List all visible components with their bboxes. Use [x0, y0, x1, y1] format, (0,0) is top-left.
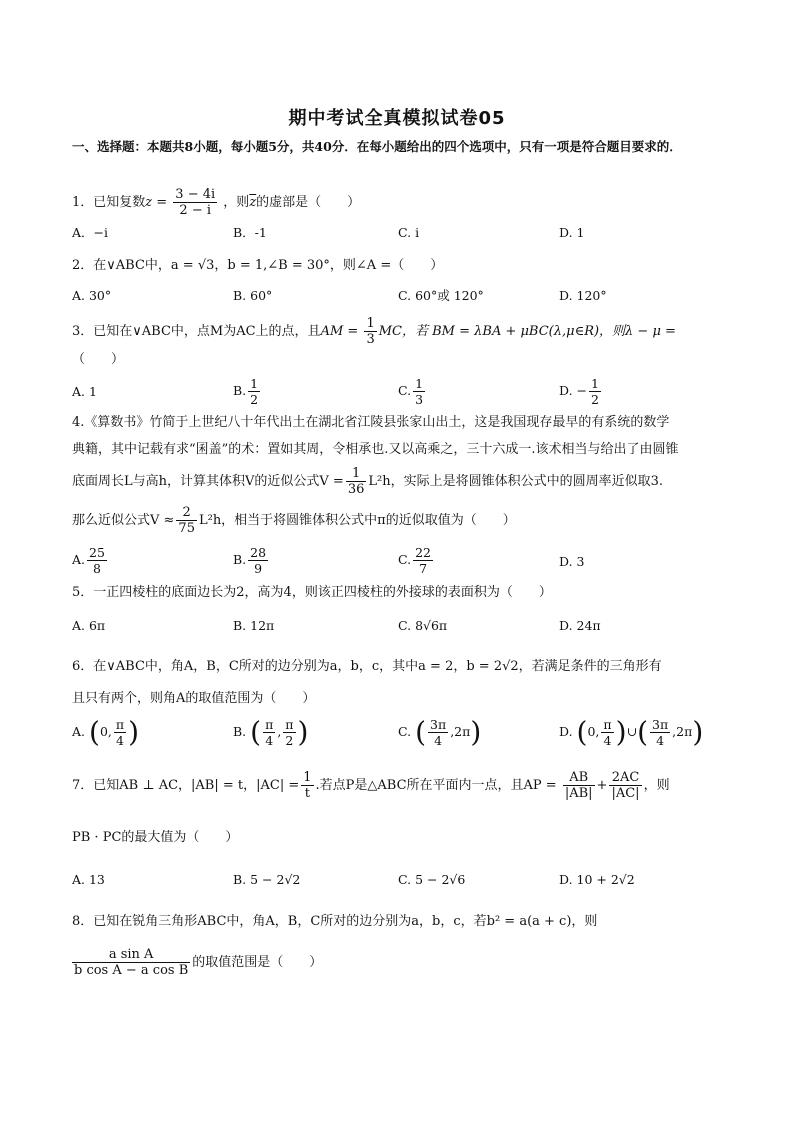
q1-option-a[interactable]: A．−i: [72, 225, 108, 240]
question-4-line1: 4.《算数书》竹简于上世纪八十年代出土在湖北省江陵县张家山出土，这是我国现存最早的有系统的数学: [72, 415, 670, 430]
q5-option-a[interactable]: A. 6π: [72, 618, 106, 633]
question-4-line2: 典籍，其中记载有求“囷盖”的术：置如其周，令相承也.又以高乘之，三十六成一.该术相当与给出了由圆锥: [72, 442, 679, 457]
q4-option-c[interactable]: C. $\frac{22}{7}$: [398, 545, 431, 576]
q5-option-b[interactable]: B. 12π: [233, 618, 275, 633]
q1-fraction: $\frac{3 - 4i}{2 - i}$: [175, 187, 216, 218]
q7-option-d[interactable]: D. 10 + 2√2: [559, 872, 635, 887]
q6-option-d[interactable]: D. (0, $\frac{\pi}{4}$ )∪( $\frac{3\pi}{4}$ ,2π): [559, 715, 704, 749]
q6-option-a[interactable]: A. (0, $\frac{\pi}{4}$ ): [72, 715, 140, 749]
page-title: 期中考试全真模拟试卷05: [288, 108, 506, 129]
question-8-line2: $\frac{\text{a sin A}}{\text{b cos A − a cos B}}$ 的取值范围是（ ）: [74, 947, 323, 978]
question-4-line3: 底面周长L与高h，计算其体积V的近似公式V = $\frac{1}{36}$ L²h，实际上是将圆锥体积公式中的圆周率近似取3.: [72, 466, 663, 497]
question-7-line2: PB · PC的最大值为（ ）: [72, 830, 239, 845]
q1-option-d[interactable]: D. 1: [559, 225, 585, 240]
question-3: 3．已知在∨ABC中，点M为AC上的点，且AM = $\frac{1}{3}$ MC，若 BM = λBA + μBC(λ,μ∈R)，则λ − μ =: [72, 316, 676, 347]
question-7: 7．已知AB ⊥ AC，|AB| = t，|AC| = $\frac{1}{t}$ .若点P是△ABC所在平面内一点，且AP = $\frac{AB}{|AB|}$ + $\frac{2AC}{|AC|}$ ，则: [72, 770, 670, 801]
question-1: 1．已知复数z = $\frac{3 - 4i}{2 - i}$ ，则$\overline{z}$的虚部是（ ）: [72, 187, 361, 218]
q7-option-b[interactable]: B. 5 − 2√2: [233, 872, 301, 887]
question-4-line4: 那么近似公式V ≈ $\frac{2}{75}$ L²h，相当于将圆锥体积公式中π的近似取值为（ ）: [72, 505, 516, 536]
question-5: 5．一正四棱柱的底面边长为2，高为4，则该正四棱柱的外接球的表面积为（ ）: [72, 585, 552, 600]
question-6-line1: 6．在∨ABC中，角A，B，C所对的边分别为a，b，c，其中a = 2，b = 2√2，若满足条件的三角形有: [72, 659, 662, 674]
q4-option-d[interactable]: D. 3: [559, 554, 585, 569]
q2-option-d[interactable]: D. 120°: [559, 288, 607, 303]
q5-option-d[interactable]: D. 24π: [559, 618, 601, 633]
question-6-line2: 且只有两个，则角A的取值范围为（ ）: [72, 691, 316, 706]
question-8-line1: 8．已知在锐角三角形ABC中，角A，B，C所对的边分别为a，b，c，若b² = a(a + c)，则: [72, 914, 598, 929]
q4-option-a[interactable]: A. $\frac{25}{8}$: [72, 545, 105, 576]
q5-option-c[interactable]: C. 8√6π: [398, 618, 448, 633]
q7-option-c[interactable]: C. 5 − 2√6: [398, 872, 466, 887]
q1-option-c[interactable]: C. i: [398, 225, 420, 240]
q2-option-c[interactable]: C. 60°或 120°: [398, 288, 484, 303]
q4-option-b[interactable]: B. $\frac{28}{9}$: [233, 545, 267, 576]
q2-option-b[interactable]: B. 60°: [233, 288, 273, 303]
q3-option-c[interactable]: C. $\frac{1}{3}$: [398, 376, 424, 407]
q2-option-a[interactable]: A. 30°: [72, 288, 112, 303]
question-2: 2．在∨ABC中，a = √3，b = 1,∠B = 30°，则∠A =（ ）: [72, 258, 444, 273]
q6-option-c[interactable]: C. ( $\frac{3\pi}{4}$ ,2π): [398, 715, 482, 749]
q3-fraction: $\frac{1}{3}$: [366, 316, 375, 347]
q1-option-b[interactable]: B．-1: [233, 225, 267, 240]
section-instructions: 一、选择题：本题共8小题，每小题5分，共40分．在每小题给出的四个选项中，只有一项是符合题目要求的．: [72, 139, 682, 154]
q3-option-d[interactable]: D. − $\frac{1}{2}$: [559, 376, 599, 407]
question-3-line2: （ ）: [72, 352, 125, 367]
q3-option-b[interactable]: B. $\frac{1}{2}$: [233, 376, 259, 407]
q6-option-b[interactable]: B. ( $\frac{\pi}{4}$ , $\frac{\pi}{2}$ ): [233, 715, 309, 749]
q7-option-a[interactable]: A. 13: [72, 872, 105, 887]
q3-option-a[interactable]: A. 1: [72, 384, 97, 399]
